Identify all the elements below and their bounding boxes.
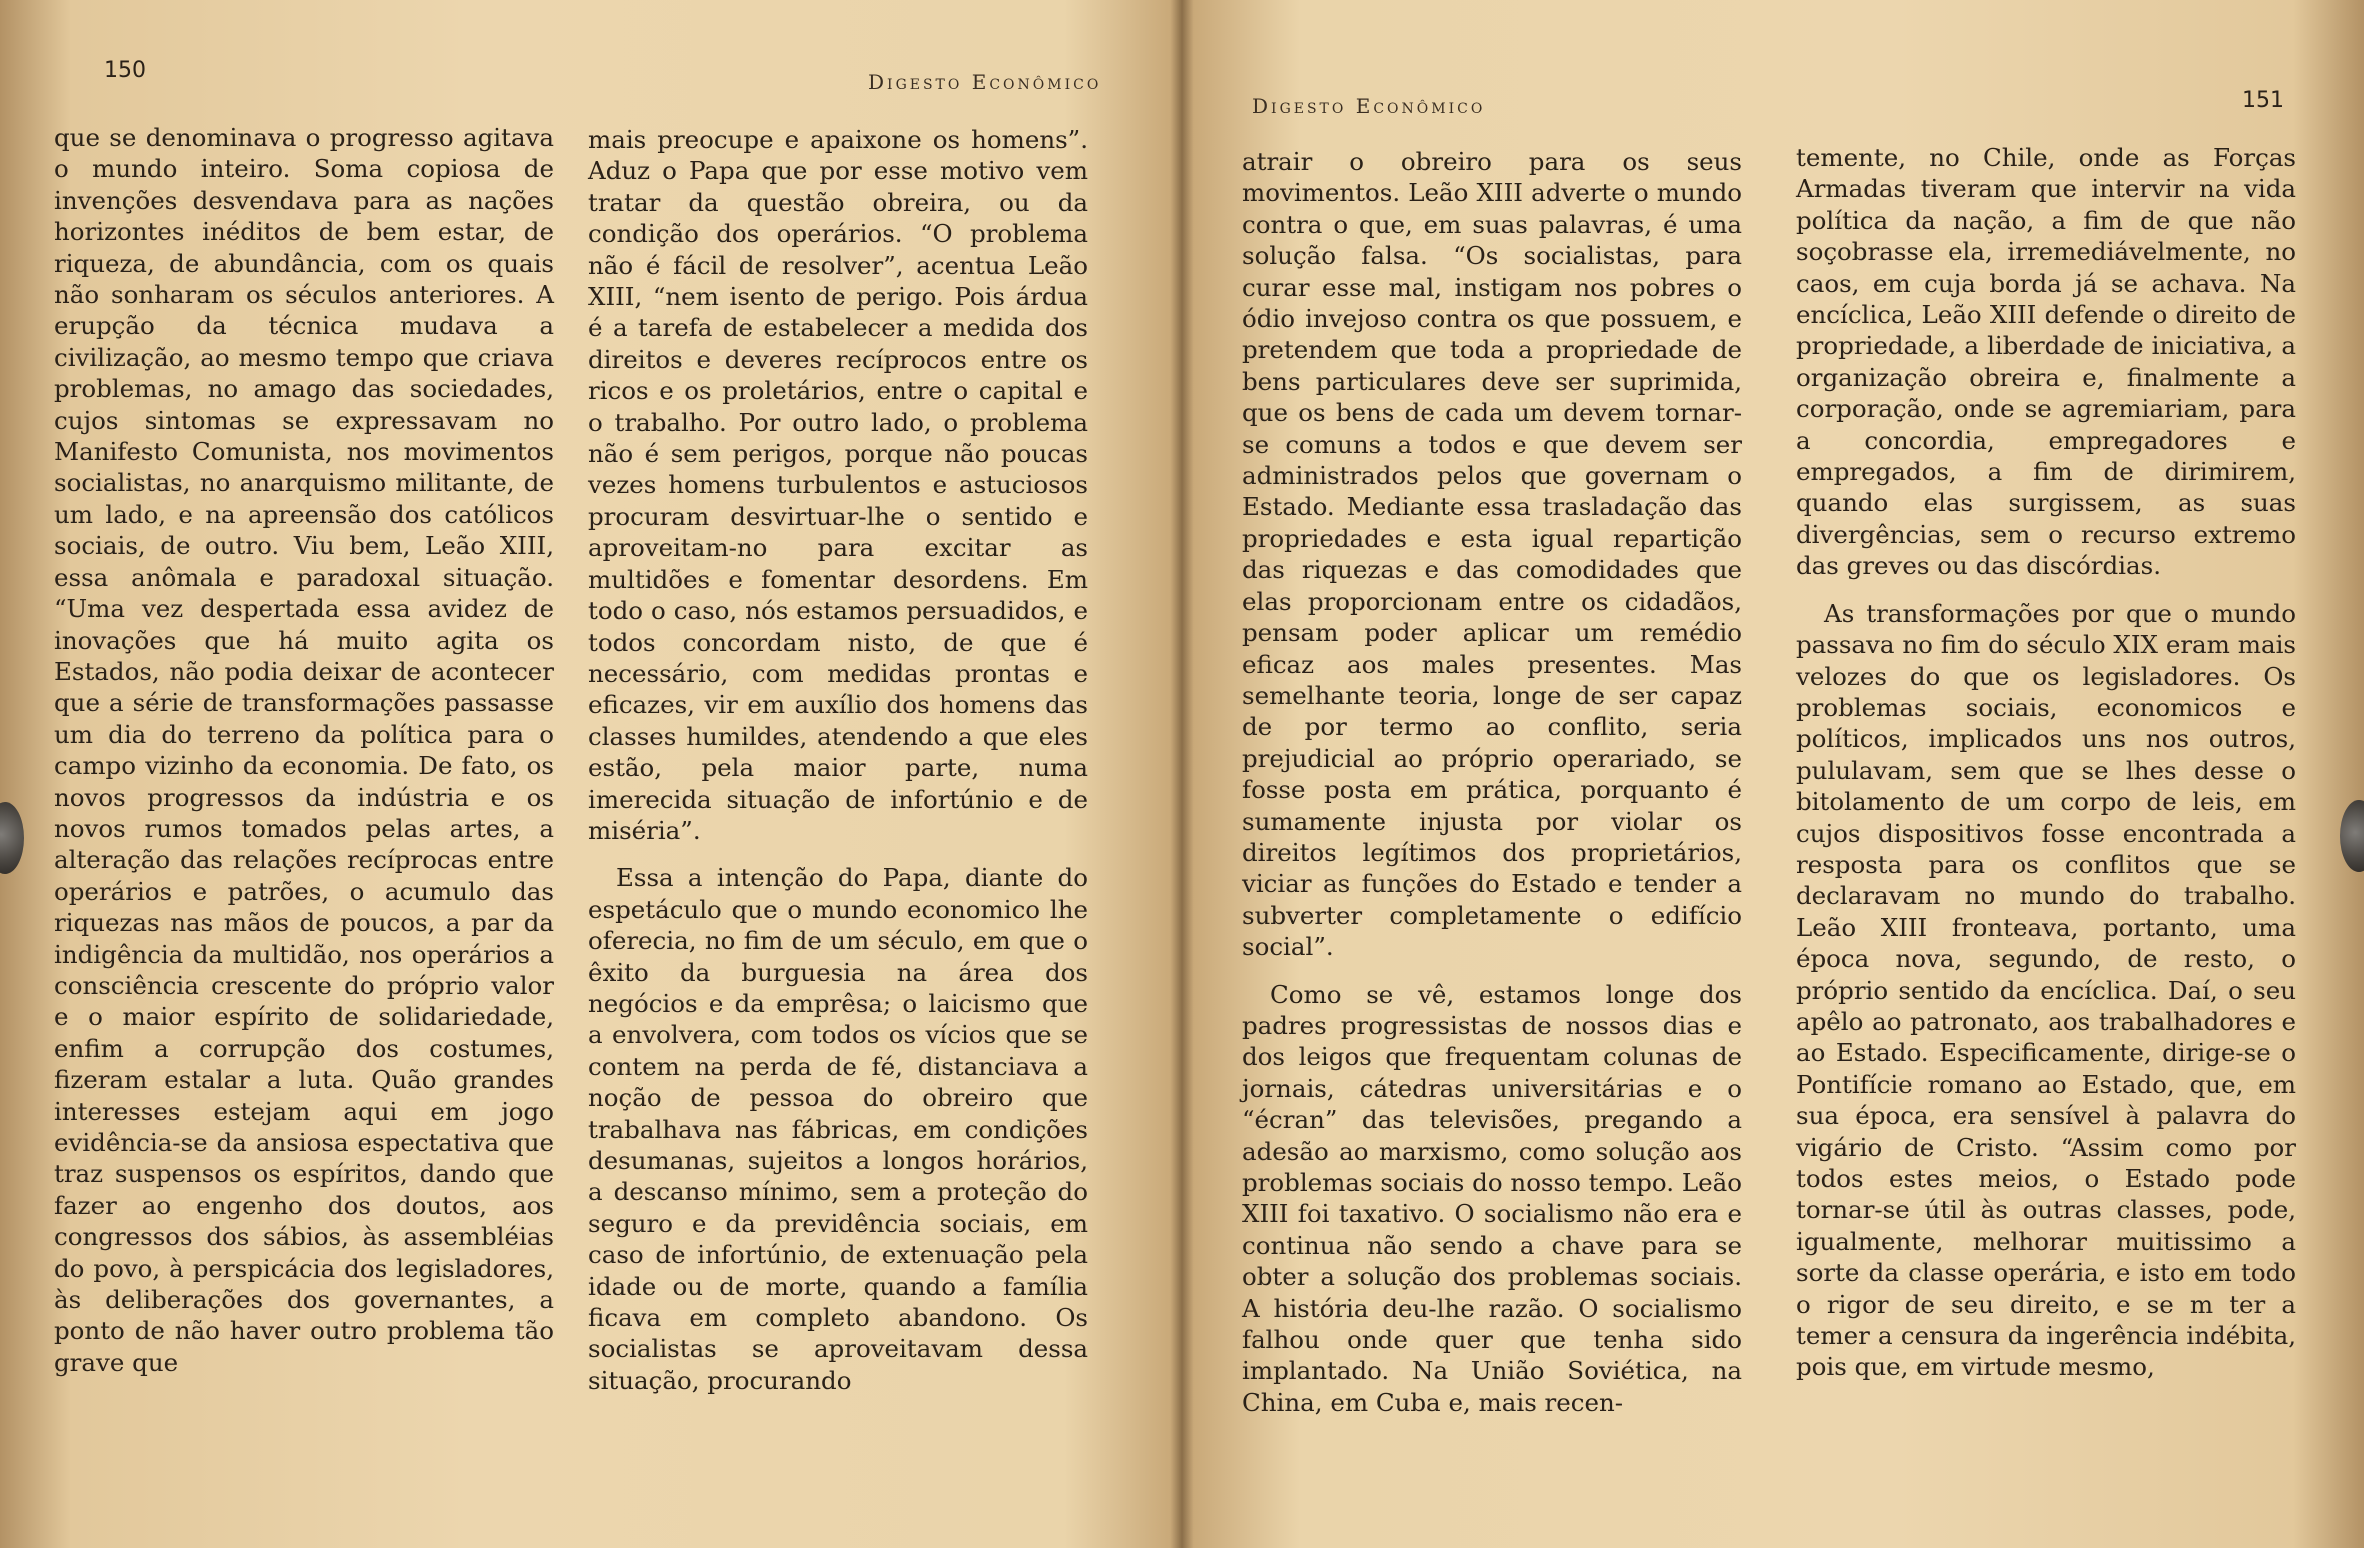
paragraph: Essa a intenção do Papa, diante do espetáculo que o mundo economico lhe oferecia, no fim de um século, em que o êxito da burguesia na área dos negócios e da emprêsa; o laicismo que a envolvera, com todos os vícios que se contem na perda de fé, distanciava a noção de pessoa do obreiro que trabalhava nas fábricas, em condições desumanas, sujeitos a longos horários, a descanso mínimo, sem a proteção do seguro e da previdência sociais, em caso de infortúnio, de extenuação pela idade ou de morte, quando a família ficava em completo abandono. Os socialistas se aproveitavam dessa situação, procurando xyxy=(588,863,1088,1395)
paragraph: As transformações por que o mundo passava no fim do século XIX eram mais velozes do que os legisladores. Os problemas sociais, economicos e políticos, implicados uns nos outros, pululavam, sem que se lhes desse o bitolamento de um corpo de leis, em cujos dispositivos fosse encontrada a resposta para os conflitos que se declaravam no mundo do trabalho. Leão XIII fronteava, portanto, uma época nova, segundo, de resto, o próprio sentido da encíclica. Daí, o seu apêlo ao patronato, aos trabalhadores e ao Estado. Especificamente, dirige-se o Pontifície romano ao Estado, que, em sua época, era sensível à palavra do vigário de Cristo. “Assim como por todos estes meios, o Estado pode tornar-se útil às outras classes, pode, igualmente, melhorar muitissimo a sorte da classe operária, e isto em todo o rigor de seu direito, e se m ter a temer a censura da ingerência indébita, pois que, em virtude mesmo, xyxy=(1796,598,2296,1382)
page-number: 151 xyxy=(2242,88,2284,113)
text-column-2 xyxy=(1796,142,2296,1383)
running-header: Digesto Econômico xyxy=(1252,94,1486,118)
paragraph: Como se vê, estamos longe dos padres progressistas de nossos dias e dos leigos que frequentam colunas de jornais, cátedras universitárias e o “écran” das televisões, pregando a adesão ao marxismo, como solução aos problemas sociais do nosso tempo. Leão XIII foi taxativo. O socialismo não era e continua não sendo a chave para se obter a solução dos problemas sociais. A história deu-lhe razão. O socialismo falhou onde quer que tenha sido implantado. Na União Soviética, na China, em Cuba e, mais recen- xyxy=(1242,979,1742,1417)
paragraph: mais preocupe e apaixone os homens”. Aduz o Papa que por esse motivo vem tratar da questão obreira, ou da condição dos operários. “O problema não é fácil de resolver”, acentua Leão XIII, “nem isento de perigo. Pois árdua é a tarefa de estabelecer a medida dos direitos e deveres recíprocos entre os ricos e os proletários, entre o capital e o trabalho. Por outro lado, o problema não é sem perigos, porque não poucas vezes homens turbulentos e astuciosos procuram desvirtuar-lhe o sentido e aproveitam-no para excitar as multidões e fomentar desordens. Em todo o caso, nós estamos persuadidos, e todos concordam nisto, de que é necessário, com medidas prontas e eficazes, vir em auxílio dos homens das classes humildes, atendendo a que eles estão, pela maior parte, numa imerecida situação de infortúnio e de miséria”. xyxy=(588,125,1088,845)
paragraph: atrair o obreiro para os seus movimentos. Leão XIII adverte o mundo contra o que, em suas palavras, é uma solução falsa. “Os socialistas, para curar esse mal, instigam nos pobres o ódio invejoso contra os que possuem, e pretendem que toda a propriedade de bens particulares deve ser suprimida, que os bens de cada um devem tornar-se comuns a todos e que devem ser administrados pelos que governam o Estado. Mediante essa trasladação das propriedades e esta igual repartição das riquezas e das comodidades que elas proporcionam entre os cidadãos, pensam poder aplicar um remédio eficaz aos males presentes. Mas semelhante teoria, longe de ser capaz de por termo ao conflito, seria prejudicial ao próprio operariado, se fosse posta em prática, porquanto é sumamente injusta por violar os direitos legítimos dos proprietários, viciar as funções do Estado e tender a subverter completamente o edifício social”. xyxy=(1242,147,1742,962)
paragraph: temente, no Chile, onde as Forças Armadas tiveram que intervir na vida política da nação, a fim de que não soçobrasse ela, irremediávelmente, no caos, em cuja borda já se achava. Na encíclica, Leão XIII defende o direito de propriedade, a liberdade de iniciativa, a organização obreira e, finalmente a corporação, onde se agremiariam, para a concordia, empregadores e empregados, a fim de dirimirem, quando elas surgissem, as suas divergências, sem o recurso extremo das greves ou das discórdias. xyxy=(1796,143,2296,581)
running-header: Digesto Econômico xyxy=(868,70,1102,94)
text-column-2 xyxy=(588,124,1088,1396)
text-column-1 xyxy=(1242,146,1742,1418)
paragraph: que se denominava o progresso agitava o mundo inteiro. Soma copiosa de invenções desvendava para as nações horizontes inéditos de bem estar, de riqueza, de abundância, com os quais não sonharam os séculos anteriores. A erupção da técnica mudava a civilização, ao mesmo tempo que criava problemas, no amago das sociedades, cujos sintomas se expressavam no Manifesto Comunista, nos movimentos socialistas, no anarquismo militante, de um lado, e na apreensão dos católicos sociais, de outro. Viu bem, Leão XIII, essa anômala e paradoxal situação. “Uma vez despertada essa avidez de inovações que há muito agita os Estados, não podia deixar de acontecer que a série de transformações passasse um dia do terreno da política para o campo vizinho da economia. De fato, os novos progressos da indústria e os novos rumos tomados pelas artes, a alteração das relações recíprocas entre operários e patrões, o acumulo das riquezas nas mãos de poucos, a par da indigência da multidão, nos operários a consciência crescente do próprio valor e o maior espírito de solidariedade, enfim a corrupção dos costumes, fizeram estalar a luta. Quão grandes interesses estejam aqui em jogo evidência-se da ansiosa espectativa que traz suspensos os espíritos, dando que fazer ao engenho dos doutos, aos congressos dos sábios, às assembléias do povo, à perspicácia dos legisladores, às deliberações dos governantes, a ponto de não haver outro problema tão grave que xyxy=(54,123,554,1377)
right-page xyxy=(1182,0,2364,1548)
page-number: 150 xyxy=(104,58,146,83)
text-column-1 xyxy=(54,122,554,1378)
